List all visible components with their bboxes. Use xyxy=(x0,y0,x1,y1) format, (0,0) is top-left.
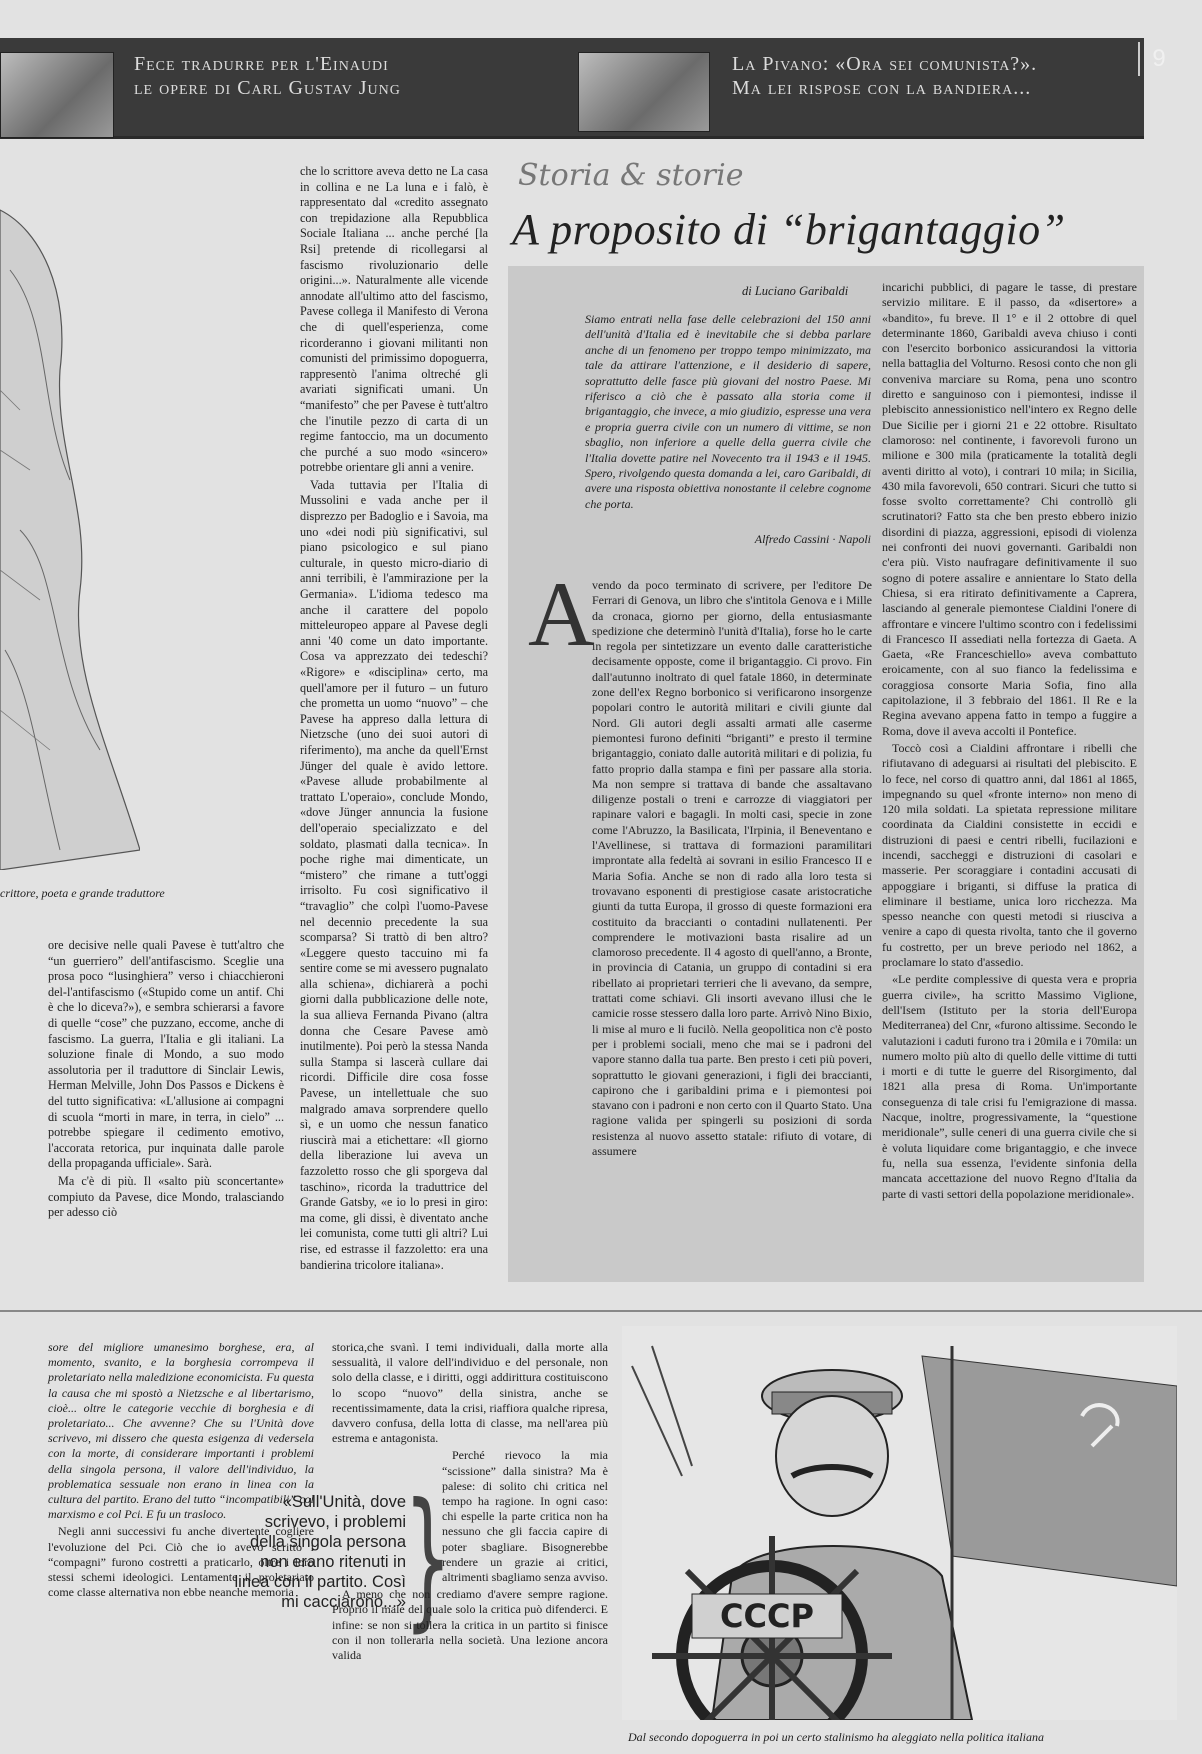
header-left-title xyxy=(134,52,401,100)
paragraph: A meno che non crediamo d'avere sempre ragione. Proprio il male del quale solo la critica può difenderci. E infine: se non si tollera la critica in un partito si finisce con il non tollerarla nella società. Una lezione ancora valida xyxy=(332,1587,608,1663)
paragraph: Negli anni successivi fu anche divertente cogliere l'evoluzione del Pci. Ciò che io avevo scritto i “compagni” furono costretti a praticarlo, oltre i loro stessi schemi ideologici. Lentamente il proletariato come classe alternativa non ebbe neanche memoria xyxy=(48,1524,314,1600)
paragraph: Vada tuttavia per l'Italia di Mussolini e vada anche per il disprezzo per Badoglio e i Savoia, ma uno «dei nodi più significativi, sul piano psicologico e sul piano culturale, in questo micro-diario di anni terribili, è l'ammirazione per la Germania». L'idioma tedesco ma anche il carattere del popolo mitteleuropeo appare al Pavese degli anni '40 come un dato importante. Cosa va apprezzato dei tedeschi? «Rigore» e «disciplina» certo, ma quell'amore per il futuro – un futuro che prometta un uomo “nuovo” – che Pavese ha appreso dalla lettura di Nietzsche (uno dei suoi autori di riferimento), ma anche da quell'Ernst Jünger del quale è avido lettore. «Pavese allude probabilmente al trattato L'operaio», conclude Mondo, «dove Jünger annuncia la fusione dell'operaio specializzato e del soldato, plasmati dalla tecnica». In poche righe mai dimenticate, un “mistero” che rimane a tutt'oggi irrisolto. Fu così significativo il “travaglio” che colpì l'uomo-Pavese nel decennio precedente la sua scomparsa? Si trattò di ben altro? «Leggere questo taccuino mi fa sentire come se mi avessero pugnalato alla schiena», dichiarerà a pochi giorni dalla pubblicazione delle note, la sua allieva Fernanda Pivano (altra donna che Cesare Pavese amò inutilmente). Poi però la stessa Nanda sulla Stampa si lascerà cullare dai ricordi. Difficile dire cosa fosse Pavese, un intellettuale che suo malgrado amava sorprendere quello sì, e un uomo che nessun fanatico riuscirà mai a etichettare: «Il giorno della liberazione lui aveva un fazzoletto rosso che gli sporgeva dal taschino», ricorda la traduttrice del Grande Gatsby, «e io lo presi in giro: ma come, gli dissi, è diventato anche lei comunista, come tutti gli altri? Lui rise, ed estrasse il fazzoletto: era una bandierina tricolore italiana». xyxy=(300,477,488,1272)
section-label: Storia & storie xyxy=(518,158,744,193)
paragraph: Toccò così a Cialdini affrontare i ribelli che rifiutavano di adeguarsi ai risultati del plebiscito. E lo fece, nel corso di quattro anni, dal 1861 al 1865, impegnando su quel «fronte interno» non meno di 120 mila soldati. La spietata repressione militare coordinata da Cialdini consistette in eccidi e distruzioni di paesi e centri ribelli, fucilazioni e incendi, saccheggi e distruzioni di casolari e masserie. Per scoraggiare i contadini accusati di appoggiare i briganti, si diffuse la pratica di eliminare il bestiame, unica loro ricchezza. Ma spesso neanche con questi metodi si riusciva a venire a capo di questa rivolta, tanto che il governo fu costretto, per un breve periodo nel 1862, a proclamare lo stato d'assedio. xyxy=(882,740,1137,970)
paragraph: vendo da poco terminato di scrivere, per l'editore De Ferrari di Genova, un libro che s'intitola Genova e i Mille da cronaca, giorno per giorno, della entusiasmante spedizione che determinò l'unità d'Italia), forse ho le carte in regola per sintetizzare un evento dalle caratteristiche decisamente opposte, come il brigantaggio. Ci provo. Fin dall'autunno inoltrato di quel fatale 1860, in determinate zone dell'ex Regno borbonico si verificarono insorgenze popolari contro le autorità militari e civili giunte dal Nord. Gli autori degli assalti armati alle caserme piemontesi furono definiti “briganti” e presto il termine brigantaggio, coniato dalle autorità militari e di polizia, fu fatto proprio dalla stampa e finì per passare alla storia. Ma non sempre si trattava di bande che assaltavano diligenze postali o treni e carrozze di viaggiatori per rapinare valori e bagagli. In molti casi, specie in zone come l'Abruzzo, la Basilicata, l'Irpinia, il Beneventano e l'Avellinese, si trattava di formazioni paramilitari improntate alla fedeltà ai sovrani in esilio Francesco II e Maria Sofia. Anche se non di rado alla loro testa si trovavano esponenti di prestigiose casate aristocratiche giunti da tutta Europa, il grosso di queste formazioni era costituito da braccianti o contadini nullatenenti. Per comprendere le motivazioni basta risalire ad un clamoroso precedente. Il 4 agosto di quell'anno, a Bronte, in provincia di Catania, un gruppo di contadini si era ribellato ai proprietari terrieri che li avevano, da sempre, trattati come schiavi. Gli insorti avevano illusi che le camicie rosse stessero dalla loro parte. Arrivò Nino Bixio, li mise al muro e li fucilò. Nella geopolitica non c'è posto per i problemi sociali, meno che mai se i padroni del vapore stanno dalla tua parte. Ben presto i ceti più poveri, soprattutto le giovani generazioni, i figli dei braccianti, capirono che i garibaldini prima e i piemontesi poi stavano con i padroni e non certo con il Quarto Stato. Una ragione valida per spingerli su posizioni di sorda resistenza al nuovo assetto statale: rifiuto di votare, di assumere xyxy=(592,578,872,1158)
header-right-title xyxy=(732,52,1037,100)
author-byline: di Luciano Garibaldi xyxy=(742,284,849,298)
header-left-line1: Fece tradurre per l'Einaudi xyxy=(134,53,389,75)
drop-cap: A xyxy=(528,563,595,665)
header-left-line2: le opere di Carl Gustav Jung xyxy=(134,77,401,99)
answer-col1 xyxy=(592,578,872,1161)
article-col-left-lower xyxy=(48,938,284,1223)
paragraph: ore decisive nelle quali Pavese è tutt'altro che “un guerriero” dell'antifascismo. Sceglie una prosa poco “lusinghiera” verso i chiacchieroni del-l'antifascismo («Stupido come un antif. Chi è che lo diceva?»), e sembra schierarsi a favore di quelle “cose” che puzzano, eccome, anche di fascismo. La guerra, l'Italia e gli italiani. La soluzione finale di Mondo, a suo modo assolutoria per il traduttore di Sinclair Lewis, Herman Melville, John Dos Passos e Dickens è del tutto significativa: «L'allusione ai compagni di scuola “morti in mare, in terra, in cielo” ... potrebbe spiegare il cedimento emotivo, l'accorata retorica, pur inquinata dalle parole della propaganda ufficiale». Sarà. xyxy=(48,938,284,1171)
paragraph: «Le perdite complessive di questa vera e propria guerra civile», ha scritto Massimo Viglione, dell'Isem (Istituto per la storia dell'Europa Mediterranea) del Cnr, «furono altissime. Secondo le valutazioni i caduti furono tra i 20mila e i 70mila: un numero molto più alto di quello delle vittime di tutti i morti e di tutte le guerre del Risorgimento, dal 1821 alla presa di Roma. Un'importante conseguenza di tale crisi fu l'emigrazione di massa. Nacque, inoltre, progressivamente, la “questione meridionale”, sulle ceneri di una guerra civile che si è voluta liquidare come brigantaggio, e che invece fu, nella sua essenza, l'evidente sinfonia della mancata accettazione del nuovo Regno d'Italia da parte di vasti settori della popolazione meridionale». xyxy=(882,972,1137,1201)
paragraph: Perché rievoco la mia “scissione” dalla sinistra? Ma è palese: di solito chi critica nel tempo ha ragione. In ogni caso: chi espelle la parte critica non ha nessuno che gli faccia capire di poter sbagliare. Bisognerebbe rendere un grazie ai critici, altrimenti sbagliamo senza avviso. xyxy=(442,1448,608,1585)
wheel-text: СССР xyxy=(720,1597,814,1635)
portrait-photo-right xyxy=(578,52,710,132)
pull-quote: «Sull'Unità, dove scrivevo, i problemi della singola persona non erano ritenuti in linea con il partito. Così mi cacciarono...» xyxy=(234,1493,406,1611)
paragraph: storica,che svanì. I temi individuali, dalla morte alla sessualità, il valore dell'individuo e del personale, non solo della classe, e i diritti, oggi addirittura costituiscono lo scopo “nuovo” della sinistra, anche se recentissimamente, data la crisi, riaffiora qualche ripresa, davvero confusa, della lotta di classe, ma nell'area più estrema e antagonista. xyxy=(332,1340,608,1446)
paragraph: incarichi pubblici, di pagare le tasse, di prestare servizio militare. E il passo, da «disertore» a «bandito», fu breve. Il 1° e il 2 ottobre di quel determinante 1860, Garibaldi aveva chiuso i conti con l'esercito borbonico assicurandosi la vittoria nella battaglia del Volturno. Resosi conto che non gli conveniva marciare su Roma, pena uno scontro diretto e sanguinoso con i piemontesi, indisse il plebiscito annessionistico nell'intero ex Regno delle Due Sicilie per i giorni 21 e 22 ottobre. Risultato clamoroso: nel continente, i favorevoli furono un milione e 300 mila (praticamente la totalità degli aventi diritto al voto), i contrari 10 mila; in Sicilia, 430 mila favorevoli, 650 contrari. Sicuri che tutto si fosse svolto correttamente? Chi controllò gli scrutinatori? Fatto sta che ben presto ebbero inizio disordini di piazza, aggressioni, episodi di violenza nei confronti dei nuovi governanti. Garibaldi non c'era più. Visto naufragare definitivamente il suo sogno di potere assalire e annientare lo Stato della Chiesa, si era ritirato definitivamente a Caprera, lasciando al generale piemontese Cialdini l'onere di affrontare e vincere l'ultimo scontro con i fedelissimi di Francesco II assediati nella fortezza di Gaeta. A Gaeta, «Re Franceschiello» aveva combattuto eroicamente, con al suo fianco la fedelissima e coraggiosa consorte Maria Sofia, fino alla capitolazione, il 3 febbraio del 1861. Il Re e la Regina avevano appena fatto in tempo a fuggire a Roma, dove il aveva accolti il Pontefice. xyxy=(882,280,1137,738)
header-right-line2: Ma lei rispose con la bandiera... xyxy=(732,77,1032,99)
article-col-mid xyxy=(300,164,488,1275)
bottom-col2 xyxy=(332,1340,608,1665)
illustration-caption: Dal secondo dopoguerra in poi un certo stalinismo ha aleggiato nella politica italiana xyxy=(628,1730,1044,1744)
stalin-illustration xyxy=(622,1326,1177,1720)
sketch-portrait-illustration xyxy=(0,150,140,870)
answer-col2 xyxy=(882,280,1137,1204)
letter-signature: Alfredo Cassini · Napoli xyxy=(754,532,871,546)
headline: A proposito di “brigantaggio” xyxy=(512,205,1066,254)
pull-quote-brace: } xyxy=(404,1472,452,1646)
reader-letter: Siamo entrati nella fase delle celebrazioni del 150 anni dell'unità d'Italia ed è inevitabile che si debba parlare anche di un fenomeno per troppo tempo minimizzato, ma tale da attirare l'attenzione, e il desiderio di sapere, soprattutto delle fasce più giovani del nostro Paese. Mi riferisco a ciò che è passato alla storia come il brigantaggio, che invece, a mio giudizio, espresse una vera e propria guerra civile con un numero di vittime, se non sbaglio, non inferiore a quelle della guerra civile che l'Italia dovette patire nel Novecento tra il 1943 e il 1945. Spero, rivolgendo questa domanda a lei, caro Garibaldi, di avere una risposta obiettiva nonostante il celebre cognome che porta. xyxy=(585,312,871,511)
page-number: 9 xyxy=(1138,42,1178,76)
paragraph: che lo scrittore aveva detto ne La casa in collina e ne La luna e i falò, è rappresentato dal «credito assegnato con trepidazione alla Repubblica Sociale Italiana ... anche perché [la Rsi] pretende di ricollegarsi al fascismo rivoluzionario delle origini...». Naturalmente alle vicende annodate all'ultimo atto del fascismo, Pavese collega il Manifesto di Verona che di quell'esperienza, come ricorderanno i giovani militanti non comunisti del primissimo dopoguerra, rappresentò l'anima oltreché gli avariati significati umani. Un “manifesto” che per Pavese è tutt'altro che l'inutile pezzo di carta di un regime fantoccio, ma un documento che purché a suo modo «sincero» potrebbe orientare gli anni a venire. xyxy=(300,164,488,475)
paragraph: sore del migliore umanesimo borghese, era, al momento, svanito, e la borghesia corrompeva il proletariato nella maledizione economicista. Fu questa la causa che mi spostò a Nietzsche e al libertarismo, cioè... oltre le categorie vecchie di borghesia e di proletariato... Che avvenne? Che su l'Unità dove scrivevo, mi dissero che questa esigenza di vedersela con la morte, di considerare importanti i problemi della singola persona, il valore dell'individuo, la problematica sessuale non erano in linea con la cultura del partito. Erano del tutto “incompatibili” col marxismo e col Pci. E fu un trasloco. xyxy=(48,1340,314,1522)
header-right-line1: La Pivano: «Ora sei comunista?». xyxy=(732,53,1038,75)
portrait-photo-left xyxy=(0,52,114,138)
paragraph: Ma c'è di più. Il «salto più sconcertante» compiuto da Pavese, dice Mondo, tralasciando per adesso ciò xyxy=(48,1173,284,1220)
photo-caption-top: crittore, poeta e grande traduttore xyxy=(0,886,165,900)
section-divider xyxy=(0,1310,1202,1312)
